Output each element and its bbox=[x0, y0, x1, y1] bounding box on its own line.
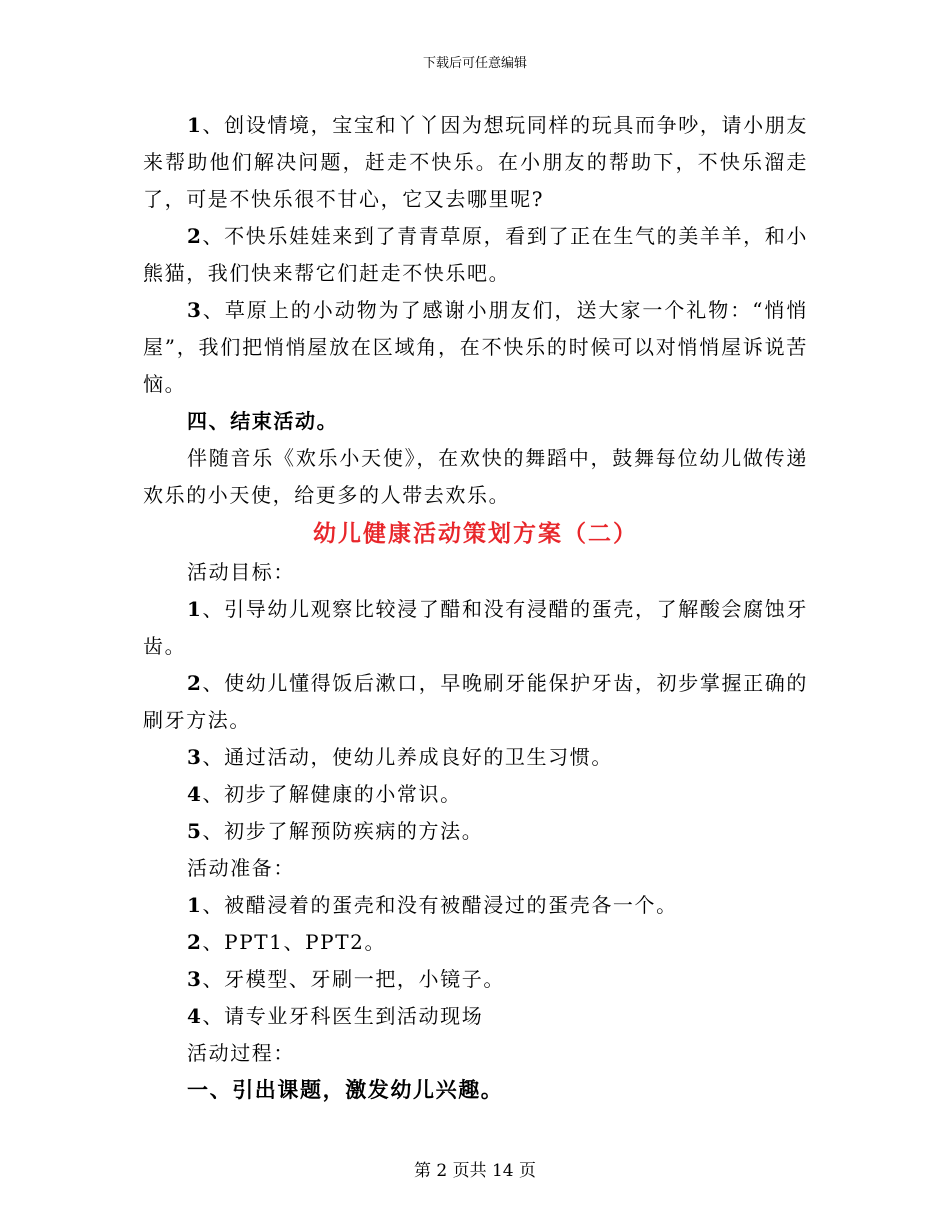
item-number: 1 bbox=[187, 597, 203, 621]
prep-item bbox=[143, 887, 808, 924]
paragraph-text: 、不快乐娃娃来到了青青草原，看到了正在生气的美羊羊，和小熊猫，我们快来帮它们赶走不快乐吧。 bbox=[143, 224, 808, 285]
item-number: 3 bbox=[187, 967, 203, 991]
item-number: 4 bbox=[187, 1004, 203, 1028]
process-label: 活动过程： bbox=[187, 1041, 295, 1065]
prep-text: 、请专业牙科医生到活动现场 bbox=[202, 1004, 484, 1028]
prep-text: 、被醋浸着的蛋壳和没有被醋浸过的蛋壳各一个。 bbox=[202, 893, 678, 917]
goal-item bbox=[143, 591, 808, 665]
page-content bbox=[143, 107, 808, 1109]
goal-item bbox=[143, 813, 808, 850]
process-heading: 一、引出课题，激发幼儿兴趣。 bbox=[187, 1078, 504, 1102]
paragraph-ending: 伴随音乐《欢乐小天使》，在欢快的舞蹈中，鼓舞每位幼儿做传递欢乐的小天使，给更多的人带去欢乐。 bbox=[143, 446, 808, 507]
item-number: 1 bbox=[187, 113, 203, 137]
prep-item bbox=[143, 961, 808, 998]
paragraph-2 bbox=[143, 218, 808, 292]
goal-text: 、初步了解健康的小常识。 bbox=[202, 782, 462, 806]
paragraph-text: 、创设情境，宝宝和丫丫因为想玩同样的玩具而争吵，请小朋友来帮助他们解决问题，赶走不快乐。在小朋友的帮助下，不快乐溜走了，可是不快乐很不甘心，它又去哪里呢? bbox=[143, 113, 808, 211]
section-heading-end-activity: 四、结束活动。 bbox=[187, 409, 339, 433]
goal-text: 、通过活动，使幼儿养成良好的卫生习惯。 bbox=[202, 745, 613, 769]
prep-label: 活动准备： bbox=[187, 856, 295, 880]
item-number: 3 bbox=[187, 745, 203, 769]
prep-text: 、PPT1、PPT2。 bbox=[202, 930, 387, 954]
paragraph-text: 、草原上的小动物为了感谢小朋友们，送大家一个礼物：“悄悄屋”，我们把悄悄屋放在区域角，在不快乐的时候可以对悄悄屋诉说苦恼。 bbox=[143, 298, 808, 396]
paragraph-3 bbox=[143, 292, 808, 403]
page-footer: 第 2 页共 14 页 bbox=[413, 1161, 537, 1181]
goal-item bbox=[143, 665, 808, 739]
goal-item bbox=[143, 739, 808, 776]
section-title: 幼儿健康活动策划方案（二） bbox=[313, 521, 638, 547]
item-number: 4 bbox=[187, 782, 203, 806]
goal-item bbox=[143, 776, 808, 813]
item-number: 5 bbox=[187, 819, 203, 843]
page-header: 下载后可任意编辑 bbox=[422, 56, 527, 71]
paragraph-1 bbox=[143, 107, 808, 218]
item-number: 2 bbox=[187, 224, 203, 248]
item-number: 1 bbox=[187, 893, 203, 917]
prep-text: 、牙模型、牙刷一把，小镜子。 bbox=[202, 967, 505, 991]
item-number: 2 bbox=[187, 930, 203, 954]
prep-item bbox=[143, 998, 808, 1035]
item-number: 2 bbox=[187, 671, 203, 695]
goal-text: 、使幼儿懂得饭后漱口，早晚刷牙能保护牙齿，初步掌握正确的刷牙方法。 bbox=[143, 671, 808, 732]
goal-text: 、初步了解预防疾病的方法。 bbox=[202, 819, 484, 843]
item-number: 3 bbox=[187, 298, 203, 322]
prep-item bbox=[143, 924, 808, 961]
goal-text: 、引导幼儿观察比较浸了醋和没有浸醋的蛋壳，了解酸会腐蚀牙齿。 bbox=[143, 597, 808, 658]
goals-label: 活动目标： bbox=[187, 560, 295, 584]
